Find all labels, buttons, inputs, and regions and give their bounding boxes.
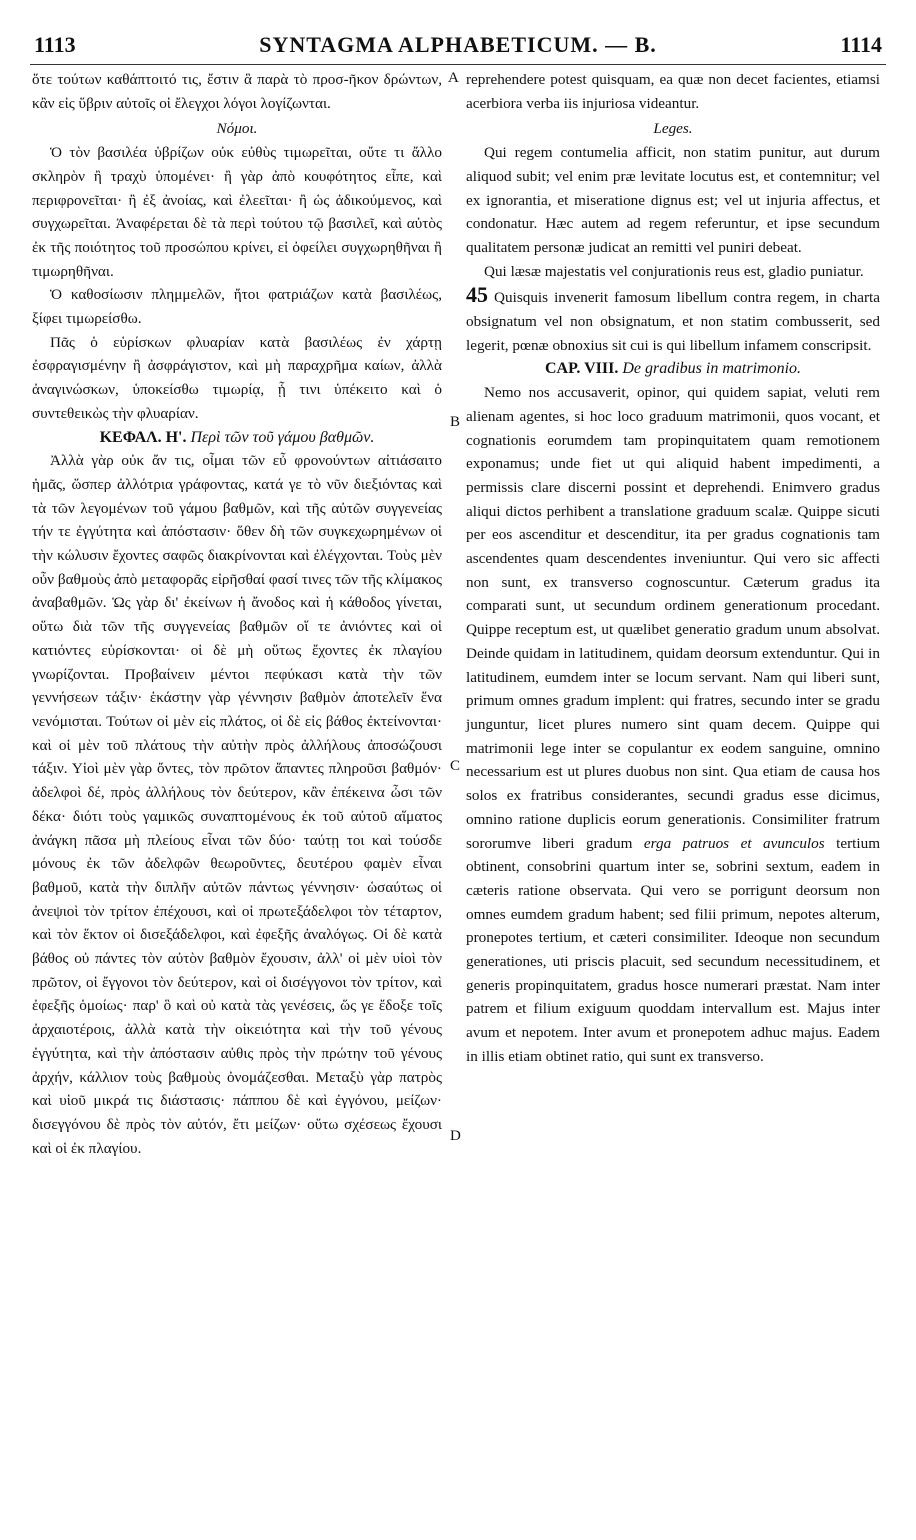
greek-intro: ὅτε τούτων καθάπτοιτό τις, ἔστιν ἃ παρὰ τὸ προσ-ῆκον δρώντων, κἂν εἰς ὕβριν αὐτοῖς οἱ ἔλεγχοι λόγοι λογίζωνται. xyxy=(32,71,442,112)
margin-marker-c: C xyxy=(450,758,461,774)
greek-law-1: Ὁ τὸν βασιλέα ὑβρίζων οὐκ εὐθὺς τιμωρεῖται, οὔτε τι ἄλλο σκληρὸν ἢ τραχὺ ὑπομένει· ἢ γὰρ ἀπὸ κουφότητος εἶπε, καὶ περιφρονεῖται· ἢ ἐξ ἀνοίας, καὶ ἐλεεῖται· ἢ ὡς ἀδικούμενος, καὶ συγχωρεῖται. Ἀναφέρεται δὲ τὰ περὶ τούτου τῷ βασιλεῖ, καὶ αὐτὸς ἐκ τῆς ποιότητος τοῦ προσώπου κρίνει, εἰ ὀφείλει συγχωρηθῆναι ἢ τιμωρηθῆναι. xyxy=(32,144,442,280)
latin-law-2: Qui læsæ majestatis vel conjurationis reus est, gladio puniatur. xyxy=(484,262,864,280)
latin-chapter-heading xyxy=(466,357,880,381)
page-number-right: 1114 xyxy=(840,32,882,57)
latin-body-part-a: Nemo nos accusaverit, opinor, qui quidem sapiat, veluti rem alienam agentes, si hoc loco graduum matrimonii, quos vocant, et cognationis eorumdem tam propinquitatem quam remotionem exponamus; unde fiet ut qui aliquid habent impedimenti, a permissis clare discerni possint et deprehendi. Enimvero gradus aliqui dictos perhibent a translatione graduum scalæ. Quippe sicuti per eos ascenditur et descenditur, ita per gradus cognationis tam ascendentes quam descendentes inveniuntur. Qui vero sic affecti non sunt, ex transverso cognoscuntur. Cæterum gradus ita comparati sunt, ut secundum ordinem generationum procedant. Quippe receptum est, ut quælibet generatio gradum unum absolvat. Deinde quidam in latitudinem, quidam deorsum extenduntur. Qui in latitudinem, eumdem inter se locum servant. Nam qui liberi sunt, primum omnes gradum implent: qui fratres, secundo inter se gradu junguntur, licet plures numero sint quam decem. Quippe qui matrimonii lege inter se copulantur ex eodem sanguine, omnino necessarium est ut plures duobus non sint. Qua etiam de causa hos solos ex fratribus considerantes, secundi gradus esse dicimus, omnino ratione duplicis eorum generationis. Consimiliter fratrum sororumve liberi gradum xyxy=(466,384,880,852)
greek-column xyxy=(32,68,442,1160)
latin-intro: reprehendere potest quisquam, ea quæ non decet facientes, etiamsi acerbiora verba iis injuriosa videantur. xyxy=(466,71,880,112)
greek-law-2: Ὁ καθοσίωσιν πλημμελῶν, ἤτοι φατριάζων κατὰ βασιλέως, ξίφει τιμωρείσθω. xyxy=(32,286,442,328)
header-rule xyxy=(30,64,886,65)
greek-section-title: Νόμοι. xyxy=(216,120,258,138)
running-title: SYNTAGMA ALPHABETICUM. — B. xyxy=(259,32,657,57)
margin-marker-b: B xyxy=(450,414,461,430)
latin-law-1: Qui regem contumelia afficit, non statim punitur, aut durum aliquod subit; vel enim præ levitate locutus est, et contemnitur; vel ex ignorantia, et miseratione dignus est; vel ut injuria affectus, et condonatur. Hæc autem ad regem referuntur, et ipse secundum qualitatem personæ judicat an remitti vel puniri debeat. xyxy=(466,144,880,256)
running-header xyxy=(28,30,888,64)
greek-chapter-heading xyxy=(32,426,442,450)
margin-marker-d: D xyxy=(450,1128,461,1144)
page-number-left: 1113 xyxy=(34,32,76,57)
margin-marker-a: A xyxy=(448,70,459,86)
greek-law-3: Πᾶς ὁ εὑρίσκων φλυαρίαν κατὰ βασιλέως ἐν χάρτῃ ἐσφραγισμένην ἢ ἀσφράγιστον, καὶ μὴ παραχρῆμα καίων, ἀλλὰ ἀναγινώσκων, ὑποκείσθω τιμωρίᾳ, ᾗ τινι ὑπέκειτο καὶ ὁ συντεθεικὼς τὴν φλυαρίαν. xyxy=(32,333,442,422)
latin-body-part-b: tertium obtinent, consobrini quartum inter se, sobrini sextum, eadem in cæteris ratione observata. Qui vero se porrigunt deorsum non omnes eumdem gradum habent; sed filii primum, nepotes alterum, pronepotes tertium, et cæteri consimiliter. Ideoque non secundum generationes, uti priscis placuit, sed secundum necessitudinem, et generis propinquitatem, gradus hosce numerari præstat. Nam inter patrem et filium exiguum quoddam intervallum est. Majus inter avum et nepotem. Inter avum et pronepotem adhuc majus. Eadem in illis etiam obtinet ratio, qui sunt ex transverso. xyxy=(466,834,881,1065)
latin-body xyxy=(466,381,880,1068)
greek-chapter-title: Περὶ τῶν τοῦ γάμου βαθμῶν. xyxy=(190,428,375,446)
latin-chapter-title: De gradibus in matrimonio. xyxy=(622,360,802,378)
latin-law-3-text: Quisquis invenerit famosum libellum contra regem, in charta obsignatum vel non obsignatum, et non statim combusserit, sed legerit, pœnæ obnoxius sit cui is qui libellum infamem conscripsit. xyxy=(466,289,881,354)
law-number: 45 xyxy=(466,282,488,308)
latin-column xyxy=(466,68,880,1069)
latin-chapter-label: CAP. VIII. xyxy=(544,360,619,378)
latin-section-title: Leges. xyxy=(653,120,693,138)
latin-body-italic: erga patruos et avunculos xyxy=(643,834,825,852)
greek-chapter-label: ΚΕΦΑΛ. Η'. xyxy=(99,428,187,446)
greek-body: Ἀλλὰ γὰρ οὐκ ἄν τις, οἶμαι τῶν εὖ φρονούντων αἰτιάσαιτο ἡμᾶς, ὥσπερ ἀλλότρια γράφοντας, κατά γε τὸ νῦν διεξιόντας καὶ τὰ τῶν λεγομένων τοῦ γάμου βαθμῶν, καὶ τῆς αὐτῶν συγγενείας τήν τε ἐγγύτητα καὶ ἀπόστασιν· ὅθεν δὴ τῶν συγκεχωρημένων οἱ τὴν κώλυσιν ἔχοντες σαφῶς διακρίνονται καὶ ἐλέγχονται. Τοὺς μὲν οὖν βαθμοὺς ἀπὸ μεταφορᾶς εἰρῆσθαί φασί τινες τῶν τῆς κλίμακος ἀναβαθμῶν. Ὡς γὰρ δι' ἐκείνων ἡ ἄνοδος καὶ ἡ κάθοδος γίνεται, οὕτω διὰ τῶν τῆς συγγενείας βαθμῶν οἵ τε ἀνιόντες καὶ οἱ κατιόντες εὑρίσκονται· οἱ δὲ μὴ οὕτως ἔχοντες ἐκ πλαγίου γνωρίζονται. Προβαίνειν μέντοι πεφύκασι κατὰ τὴν τῶν γεννήσεων τάξιν· ἑκάστην γὰρ γέννησιν βαθμὸν ἀποτελεῖν ἕνα νενόμισται. Τούτων οἱ μὲν εἰς πλάτος, οἱ δὲ εἰς βάθος ἐκτείνονται· καὶ οἱ μὲν τοῦ πλάτους τὴν αὐτὴν πρὸς ἀλλήλους ἀποσώζουσι τάξιν. Υἱοὶ μὲν γὰρ ὄντες, τὸν πρῶτον ἅπαντες πληροῦσι βαθμόν· ἀδελφοὶ δέ, πρὸς ἀλλήλους τὸν δεύτερον, κἂν ἐπέκεινα ὦσι τῶν δέκα· διότι τοὺς γαμικῶς συναπτομένους ἐκ τοῦ αὐτοῦ αἵματος ἀνάγκη πᾶσα μὴ πλείους εἶναι τῶν δύο· ταύτῃ τοι καὶ τούσδε μόνους ἐκ τῶν ἀδελφῶν θεωροῦντες, δευτέρου φαμὲν εἶναι βαθμοῦ, κατὰ τὴν διπλῆν αὐτῶν πάντως γέννησιν· ὡσαύτως οἱ ἀνεψιοὶ τὸν τρίτον ἐπέχουσι, καὶ οἱ πρωτεξάδελφοι τὸν τέταρτον, καὶ τὸν ἕκτον οἱ δισεξάδελφοι, καὶ ἐφεξῆς ἀναλόγως. Οἱ δὲ κατὰ βάθος οὐ πάντες τὸν αὐτὸν βαθμὸν ἔχουσιν, ἀλλ' οἱ μὲν υἱοὶ τὸν πρῶτον, οἱ ἔγγονοι τὸν δεύτερον, καὶ οἱ δισέγγονοι τὸν τρίτον, καὶ ἐφεξῆς ὁμοίως· παρ' ὃ καὶ οὐ κατὰ τὰς γενέσεις, ὥς γε ἔδοξε τοῖς ἀρχαιοτέροις, ἀλλὰ κατὰ τὴν οἰκειότητα καὶ τὴν τοῦ γένους ἐγγύτητα, καὶ τὴν ἀπόστασιν αὐθις πρὸς τὴν πρώτην τοῦ γένους ἀρχήν, κάλλιον τοὺς βαθμοὺς ὀνομάζεσθαι. Μεταξὺ γὰρ πατρὸς καὶ υἱοῦ μικρά τις διάστασις· πάππου δὲ καὶ ἐγγόνου, μείζων· δισεγγόνου δὲ πρὸς τὸν αὐτόν, ἔτι μείζων· οὕτω σχέσεως ἔχουσι καὶ οἱ ἐκ πλαγίου. xyxy=(32,452,442,1157)
latin-law-3 xyxy=(466,283,880,357)
